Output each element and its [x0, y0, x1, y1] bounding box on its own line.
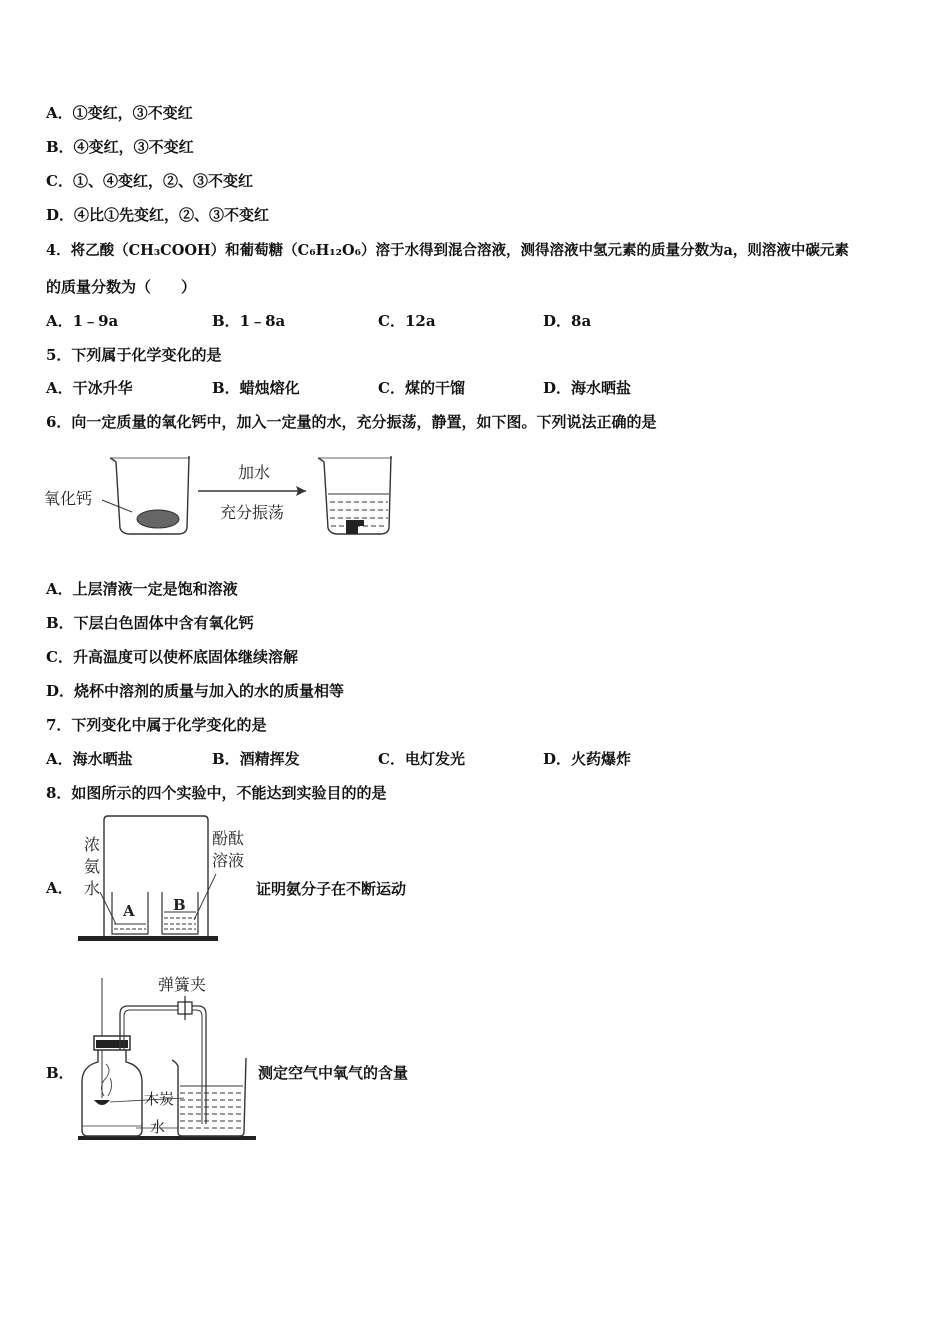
q8-option-b-letter: B．	[46, 1064, 74, 1082]
q4-stem-line1: 4．将乙酸（CH₃COOH）和葡萄糖（C₆H₁₂O₆）溶于水得到混合溶液，测得溶液中氢元素的质量分数为a，则溶液中碳元素	[46, 242, 849, 259]
q5-stem: 5．下列属于化学变化的是	[46, 346, 222, 364]
q3-option-b: B．④变红，③不变红	[46, 138, 194, 156]
pointer-line	[102, 500, 132, 512]
q5-option-b: B．蜡烛熔化	[212, 379, 300, 397]
q6-option-a: A．上层清液一定是饱和溶液	[46, 580, 238, 598]
q7-stem: 7．下列变化中属于化学变化的是	[46, 716, 267, 734]
gas-bottle	[82, 1050, 142, 1136]
label-nong: 浓	[84, 835, 101, 854]
label-phenolphthalein: 酚酞	[212, 829, 245, 848]
q5-option-a: A．干冰升华	[46, 379, 133, 397]
q5-option-c: C．煤的干馏	[378, 379, 465, 397]
q3-option-d: D．④比①先变红，②、③不变红	[46, 206, 270, 224]
q8a-figure	[76, 814, 256, 946]
pointer-phenol	[194, 874, 216, 920]
beaker-a-label: A	[123, 902, 135, 920]
q7-option-d: D．火药爆炸	[543, 750, 632, 768]
flame	[101, 1064, 109, 1096]
q4-option-b: B．1﹣8a	[212, 312, 286, 330]
bell-jar	[104, 816, 208, 936]
label-add-water: 加水	[238, 463, 271, 482]
q4-option-c: C．12a	[378, 312, 436, 330]
q8-option-a-letter: A．	[46, 879, 73, 897]
q5-option-d: D．海水晒盐	[543, 379, 632, 397]
label-water: 水	[150, 1118, 166, 1136]
q8-stem: 8．如图所示的四个实验中，不能达到实验目的的是	[46, 784, 387, 802]
q4-stem-line2: 的质量分数为（ ）	[46, 278, 197, 296]
pointer-ammonia	[100, 892, 116, 924]
q6-option-c: C．升高温度可以使杯底固体继续溶解	[46, 648, 298, 666]
sediment	[346, 520, 364, 534]
q6-option-b: B．下层白色固体中含有氧化钙	[46, 614, 254, 632]
label-solution: 溶液	[212, 851, 245, 870]
q7-option-b: B．酒精挥发	[212, 750, 300, 768]
q6-option-d: D．烧杯中溶剂的质量与加入的水的质量相等	[46, 682, 345, 700]
beaker-a-liquid	[114, 924, 146, 929]
q6-figure	[40, 448, 400, 540]
flame2	[108, 1078, 112, 1096]
label-an: 氨	[84, 857, 101, 876]
q3-option-a: A．①变红，③不变红	[46, 104, 193, 122]
calcium-oxide-lump	[137, 510, 179, 528]
q4-option-a: A．1﹣9a	[46, 312, 119, 330]
label-shake: 充分振荡	[220, 503, 285, 522]
q7-option-a: A．海水晒盐	[46, 750, 133, 768]
q8-option-a-caption: 证明氨分子在不断运动	[256, 880, 407, 898]
beaker-b-label: B	[173, 896, 186, 914]
q6-stem: 6．向一定质量的氧化钙中，加入一定量的水，充分振荡，静置，如下图。下列说法正确的是	[46, 413, 657, 431]
beaker-b-liquid	[164, 912, 196, 929]
beaker-water	[180, 1086, 243, 1128]
base-plate	[78, 936, 218, 941]
label-charcoal: 木炭	[144, 1090, 175, 1108]
stopper-band	[96, 1040, 128, 1048]
q7-option-c: C．电灯发光	[378, 750, 465, 768]
water-beaker	[172, 1058, 246, 1136]
charcoal-spoon	[94, 1100, 110, 1105]
label-clamp: 弹簧夹	[158, 975, 207, 994]
label-calcium-oxide: 氧化钙	[44, 489, 93, 508]
q4-option-d: D．8a	[543, 312, 592, 330]
q8-option-b-caption: 测定空气中氧气的含量	[258, 1064, 409, 1082]
label-shui: 水	[84, 879, 101, 898]
q8b-figure	[76, 974, 260, 1148]
q3-option-c: C．①、④变红，②、③不变红	[46, 172, 253, 190]
